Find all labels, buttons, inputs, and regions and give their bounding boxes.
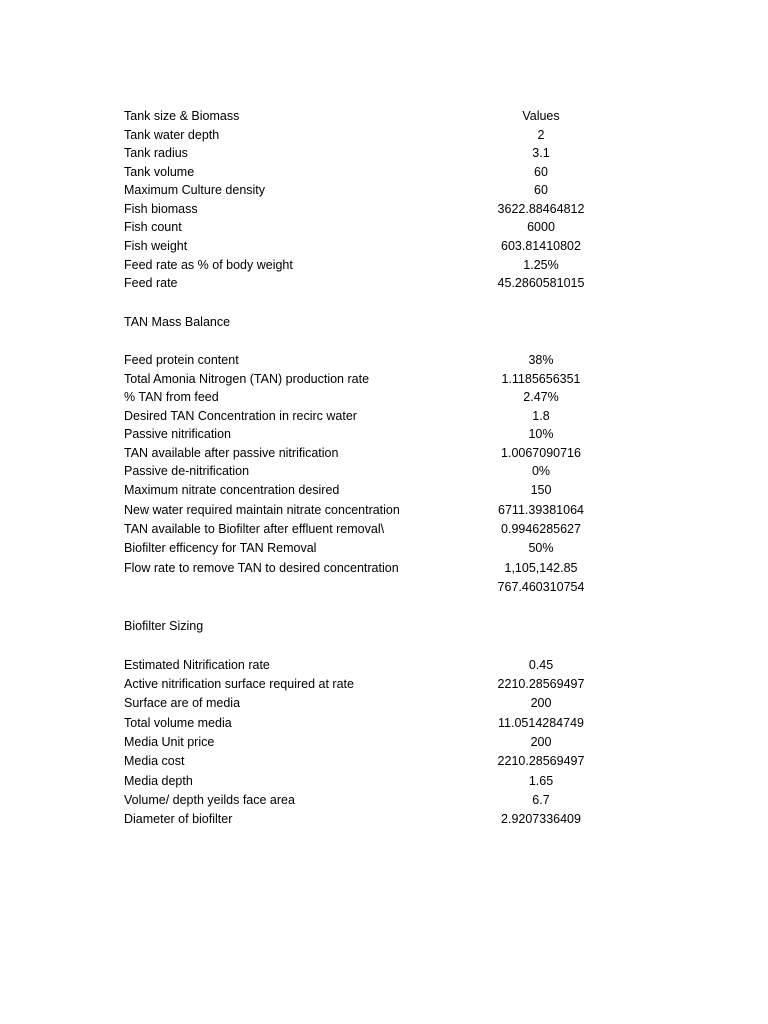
row-value: 6711.39381064 bbox=[498, 503, 584, 517]
row-value: 10% bbox=[528, 427, 554, 441]
row-label: Flow rate to remove TAN to desired concentration bbox=[124, 561, 399, 575]
row-value: 3.1 bbox=[532, 146, 550, 160]
table-row bbox=[0, 675, 768, 694]
row-label: Desired TAN Concentration in recirc water bbox=[124, 409, 357, 423]
table-row bbox=[0, 407, 768, 426]
section-title-row bbox=[0, 313, 768, 332]
row-label: Tank water depth bbox=[124, 128, 220, 142]
row-value: 767.460310754 bbox=[497, 580, 585, 594]
row-value: 0.45 bbox=[528, 658, 554, 672]
table-row bbox=[0, 444, 768, 463]
row-value: 6000 bbox=[527, 220, 555, 234]
row-value: 2210.28569497 bbox=[497, 754, 585, 768]
header-label: Tank size & Biomass bbox=[124, 109, 240, 123]
row-value: 2 bbox=[537, 128, 545, 142]
table-row bbox=[0, 200, 768, 219]
row-value: 0% bbox=[531, 464, 551, 478]
row-value: 2.9207336409 bbox=[501, 812, 581, 826]
table-row bbox=[0, 578, 768, 597]
header-values: Values bbox=[522, 109, 560, 123]
row-label: Fish weight bbox=[124, 239, 188, 253]
row-label: Feed rate bbox=[124, 276, 178, 290]
row-value: 0.9946285627 bbox=[501, 522, 581, 536]
row-value: 1.0067090716 bbox=[501, 446, 581, 460]
row-value: 1.1185656351 bbox=[501, 372, 581, 386]
table-row bbox=[0, 772, 768, 791]
row-value: 1.65 bbox=[528, 774, 554, 788]
table-row bbox=[0, 274, 768, 293]
row-label: Media Unit price bbox=[124, 735, 215, 749]
row-label: Diameter of biofilter bbox=[124, 812, 233, 826]
row-label: Feed protein content bbox=[124, 353, 239, 367]
table-row-header bbox=[0, 107, 768, 126]
table-row bbox=[0, 144, 768, 163]
row-label: Passive nitrification bbox=[124, 427, 231, 441]
row-label: Tank volume bbox=[124, 165, 195, 179]
row-label: Passive de-nitrification bbox=[124, 464, 250, 478]
row-value: 1.8 bbox=[532, 409, 550, 423]
row-label: Media cost bbox=[124, 754, 185, 768]
row-value: 200 bbox=[530, 696, 552, 710]
row-value: 603.81410802 bbox=[501, 239, 581, 253]
row-label: New water required maintain nitrate concentration bbox=[124, 503, 400, 517]
row-value: 1.25% bbox=[523, 258, 559, 272]
table-row bbox=[0, 539, 768, 558]
row-value: 60 bbox=[534, 183, 548, 197]
row-value: 50% bbox=[528, 541, 554, 555]
table-row bbox=[0, 462, 768, 481]
section-title-row bbox=[0, 617, 768, 636]
table-row bbox=[0, 181, 768, 200]
section-title: Biofilter Sizing bbox=[124, 619, 204, 633]
row-value: 1,105,142.85 bbox=[504, 561, 578, 575]
row-label: Maximum Culture density bbox=[124, 183, 266, 197]
row-value: 11.0514284749 bbox=[498, 716, 584, 730]
table-row bbox=[0, 810, 768, 829]
row-label: TAN available after passive nitrification bbox=[124, 446, 339, 460]
row-label: Surface are of media bbox=[124, 696, 241, 710]
row-value: 2.47% bbox=[523, 390, 559, 404]
table-row bbox=[0, 714, 768, 733]
row-value: 200 bbox=[530, 735, 552, 749]
row-label: Volume/ depth yeilds face area bbox=[124, 793, 295, 807]
table-row bbox=[0, 752, 768, 771]
row-value: 6.7 bbox=[532, 793, 550, 807]
table-row bbox=[0, 733, 768, 752]
row-value: 45.2860581015 bbox=[497, 276, 585, 290]
section-title: TAN Mass Balance bbox=[124, 315, 231, 329]
table-row bbox=[0, 237, 768, 256]
row-label: Tank radius bbox=[124, 146, 188, 160]
row-label: Total volume media bbox=[124, 716, 232, 730]
table-row bbox=[0, 559, 768, 578]
table-row bbox=[0, 163, 768, 182]
table-row bbox=[0, 388, 768, 407]
row-label: Maximum nitrate concentration desired bbox=[124, 483, 340, 497]
table-row bbox=[0, 481, 768, 500]
table-row bbox=[0, 218, 768, 237]
row-label: Estimated Nitrification rate bbox=[124, 658, 270, 672]
row-value: 38% bbox=[528, 353, 554, 367]
row-label: Feed rate as % of body weight bbox=[124, 258, 293, 272]
table-row bbox=[0, 351, 768, 370]
table-row bbox=[0, 370, 768, 389]
table-row bbox=[0, 501, 768, 520]
row-label: Fish biomass bbox=[124, 202, 198, 216]
row-value: 150 bbox=[530, 483, 552, 497]
row-value: 3622.88464812 bbox=[497, 202, 585, 216]
table-row bbox=[0, 425, 768, 444]
table-row bbox=[0, 791, 768, 810]
row-value: 2210.28569497 bbox=[497, 677, 585, 691]
row-label: Fish count bbox=[124, 220, 182, 234]
row-label: Media depth bbox=[124, 774, 193, 788]
row-label: TAN available to Biofilter after effluent removal\ bbox=[124, 522, 385, 536]
row-label: Biofilter efficency for TAN Removal bbox=[124, 541, 317, 555]
table-row bbox=[0, 694, 768, 713]
row-label: Total Amonia Nitrogen (TAN) production rate bbox=[124, 372, 370, 386]
table-row bbox=[0, 520, 768, 539]
table-row bbox=[0, 256, 768, 275]
row-label: Active nitrification surface required at rate bbox=[124, 677, 354, 691]
table-row bbox=[0, 656, 768, 675]
row-value: 60 bbox=[534, 165, 548, 179]
row-label: % TAN from feed bbox=[124, 390, 219, 404]
table-row bbox=[0, 126, 768, 145]
